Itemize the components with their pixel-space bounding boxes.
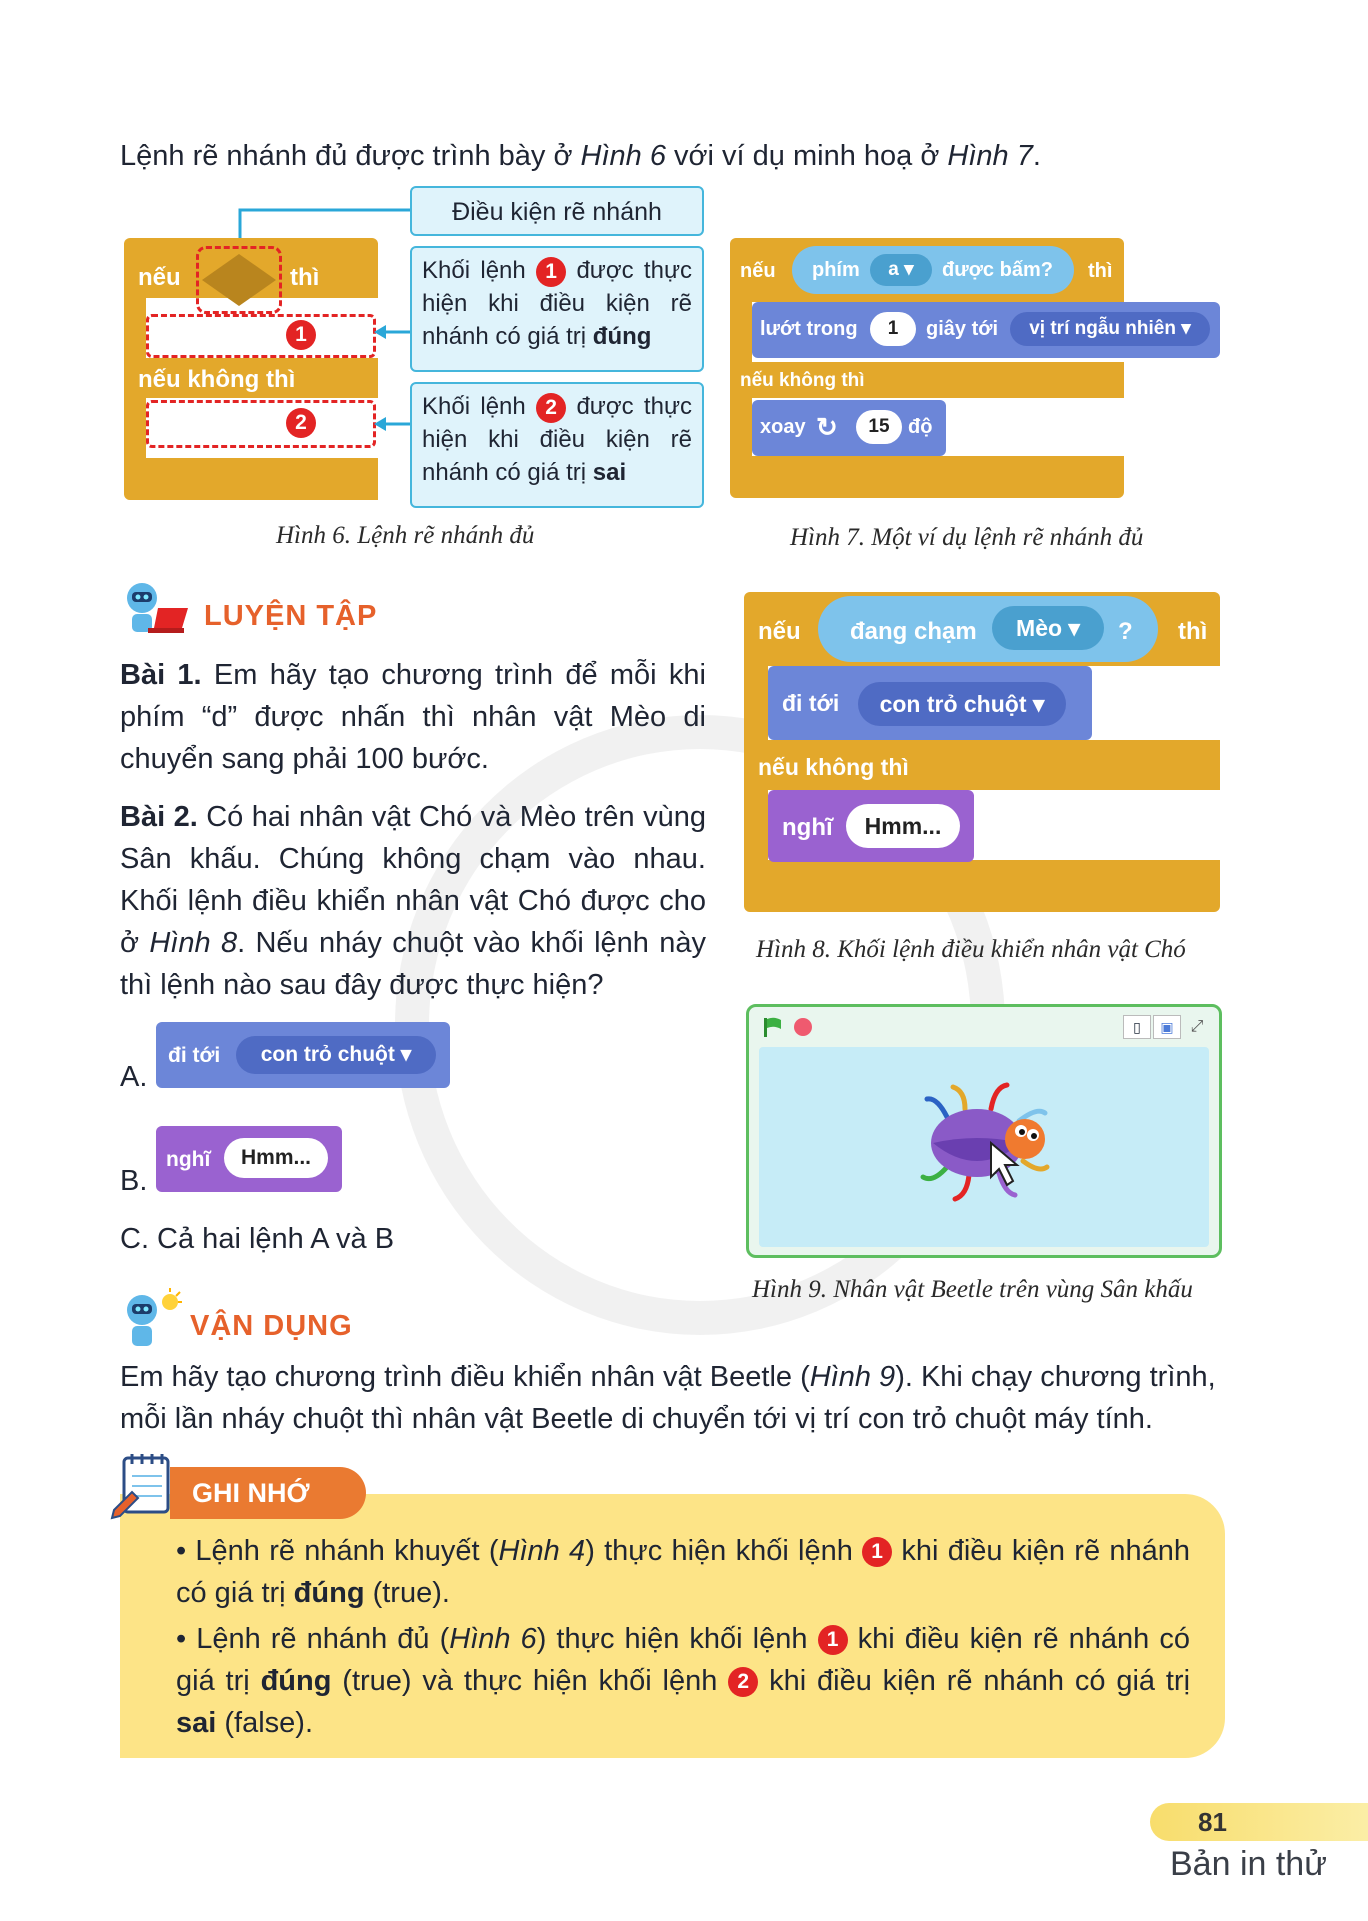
touching-dropdown[interactable]: Mèo ▾: [992, 606, 1104, 650]
turn-label: xoay: [760, 416, 806, 438]
page-number: 81: [1150, 1803, 1368, 1841]
notebook-pencil-icon: [110, 1450, 178, 1520]
figure-7-caption: Hình 7. Một ví dụ lệnh rẽ nhánh đủ: [790, 524, 1144, 551]
then-label: thì: [290, 264, 320, 291]
scratch-stage: [746, 1004, 1222, 1258]
figure-8-caption: Hình 8. Khối lệnh điều khiển nhân vật Chó: [756, 936, 1186, 963]
fig7-if-label: nếu: [740, 260, 776, 282]
option-b-letter: B.: [120, 1165, 148, 1197]
slot-2-outline: [146, 400, 376, 448]
remember-heading: GHI NHỚ: [170, 1467, 366, 1519]
fig8-think-message: Hmm...: [846, 804, 960, 848]
fig8-think-label: nghĩ: [782, 814, 833, 841]
fig8-then-label: thì: [1178, 618, 1208, 645]
fig8-goto-label: đi tới: [782, 690, 840, 716]
badge-1: 1: [286, 320, 316, 350]
glide-target-dropdown[interactable]: vị trí ngẫu nhiên ▾: [1010, 312, 1210, 346]
option-a-goto-label: đi tới: [168, 1044, 221, 1067]
condition-hexagon-icon: [200, 252, 278, 308]
stop-icon[interactable]: [791, 1015, 815, 1039]
normal-stage-icon[interactable]: ▣: [1153, 1015, 1181, 1039]
exercise-1: Bài 1. Em hãy tạo chương trình để mỗi khi phím “d” được nhấn thì nhân vật Mèo di chuyển sang phải 100 bước.: [120, 659, 706, 775]
robot-laptop-icon: [118, 578, 190, 640]
if-label: nếu: [138, 264, 181, 291]
glide-to-label: giây tới: [926, 318, 999, 340]
callout-block-2: Khối lệnh 2 được thực hiện khi điều kiện rẽ nhánh có giá trị sai: [410, 382, 704, 508]
option-b-think-label: nghĩ: [166, 1148, 211, 1171]
glide-seconds-input[interactable]: 1: [870, 312, 916, 346]
beetle-sprite-icon[interactable]: [907, 1077, 1057, 1207]
apply-heading: VẬN DỤNG: [190, 1310, 353, 1342]
glide-label: lướt trong: [760, 318, 858, 340]
fig7-else-label: nếu không thì: [740, 370, 865, 391]
stage-canvas[interactable]: [759, 1047, 1209, 1247]
else-label: nếu không thì: [138, 366, 296, 393]
fig8-if-label: nếu: [758, 618, 801, 645]
question-mark: ?: [1118, 618, 1133, 645]
fig8-goto-dropdown[interactable]: con trỏ chuột ▾: [858, 682, 1066, 726]
callout-block-1: Khối lệnh 1 được thực hiện khi điều kiện rẽ nhánh có giá trị đúng: [410, 246, 704, 372]
turn-degrees-input[interactable]: 15: [856, 410, 902, 444]
intro-text: Lệnh rẽ nhánh đủ được trình bày ở Hình 6 với ví dụ minh hoạ ở Hình 7.: [120, 140, 1041, 172]
end-bar: [144, 458, 378, 500]
apply-text: Em hãy tạo chương trình điều khiển nhân vật Beetle (Hình 9). Khi chạy chương trình, mỗi lần nháy chuột thì nhân vật Beetle di chuyển tới vị trí con trỏ chuột máy tính.: [120, 1361, 1216, 1435]
badge-2: 2: [286, 408, 316, 438]
touching-label: đang chạm: [850, 618, 977, 645]
figure-9-caption: Hình 9. Nhân vật Beetle trên vùng Sân khấu: [752, 1276, 1193, 1303]
turn-unit-label: độ: [908, 416, 933, 438]
practice-heading: LUYỆN TẬP: [204, 600, 378, 632]
exercise-2: Bài 2. Có hai nhân vật Chó và Mèo trên vùng Sân khấu. Chúng không chạm vào nhau. Khối lệnh điều khiển nhân vật Chó được cho ở Hình 8. Nếu nháy chuột vào khối lệnh này thì lệnh nào sau đây được thực hiện?: [120, 801, 706, 1001]
fig7-then-label: thì: [1088, 260, 1113, 282]
option-c: C. Cả hai lệnh A và B: [120, 1223, 395, 1255]
robot-lightbulb-icon: [118, 1288, 184, 1354]
fig8-else-label: nếu không thì: [758, 754, 909, 780]
small-stage-icon[interactable]: ▯: [1123, 1015, 1151, 1039]
key-label: phím: [812, 259, 860, 281]
option-b-message: Hmm...: [224, 1138, 328, 1178]
option-a-dropdown[interactable]: con trỏ chuột ▾: [236, 1036, 436, 1074]
key-dropdown[interactable]: a ▾: [870, 254, 932, 286]
remember-bullet-2: • Lệnh rẽ nhánh đủ (Hình 6) thực hiện khối lệnh 1 khi điều kiện rẽ nhánh có giá trị đúng (true) và thực hiện khối lệnh 2 khi điều kiện rẽ nhánh có giá trị sai (false).: [176, 1623, 1191, 1739]
option-a-letter: A.: [120, 1061, 148, 1093]
rotate-right-icon: ↻: [816, 412, 838, 442]
pressed-label: được bấm?: [942, 259, 1053, 281]
draft-label: Bản in thử: [1170, 1845, 1327, 1883]
green-flag-icon[interactable]: [761, 1015, 785, 1039]
figure-6-caption: Hình 6. Lệnh rẽ nhánh đủ: [276, 522, 535, 549]
condition-callout: Điều kiện rẽ nhánh: [410, 186, 704, 236]
slot-1-outline: [146, 314, 376, 358]
remember-bullet-1: • Lệnh rẽ nhánh khuyết (Hình 4) thực hiện khối lệnh 1 khi điều kiện rẽ nhánh có giá trị đúng (true).: [176, 1535, 1190, 1609]
fullscreen-icon[interactable]: ⤢: [1190, 1018, 1204, 1035]
